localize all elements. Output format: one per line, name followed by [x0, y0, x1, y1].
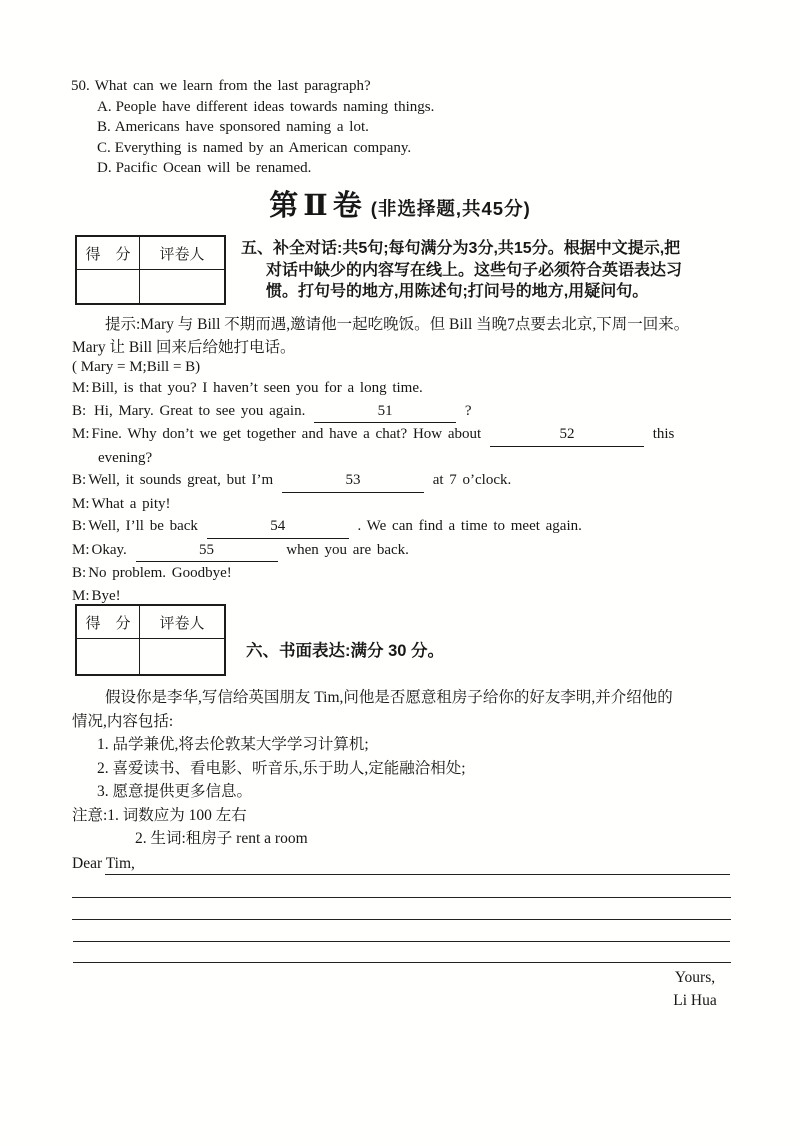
section6-heading: 六、书面表达:满分 30 分。	[246, 642, 445, 660]
answer-line[interactable]	[73, 941, 730, 942]
answer-blank-55[interactable]: 55	[136, 539, 278, 563]
option-c	[71, 138, 691, 159]
section5-instructions	[241, 238, 761, 303]
letter-signature: Li Hua	[673, 992, 717, 1009]
score-label-cell: 得 分	[77, 606, 140, 639]
grader-value-cell	[140, 639, 224, 674]
dialogue-text: . We can find a time to meet again.	[351, 518, 582, 534]
dialogue-hint	[72, 314, 752, 359]
option-a	[71, 97, 691, 118]
option-a-text: People have different ideas towards naming things.	[115, 98, 435, 115]
option-c-text: Everything is named by an American company.	[114, 139, 412, 156]
question-50	[71, 76, 691, 179]
task-point-1: 1. 品学兼优,将去伦敦某大学学习计算机;	[97, 736, 369, 753]
option-d-label: D.	[97, 160, 112, 177]
prompt-line: 假设你是李华,写信给英国朋友 Tim,问他是否愿意租房子给你的好友李明,并介绍他的	[105, 689, 673, 706]
dialogue-speaker: M:	[72, 587, 90, 604]
dialogue-text: this	[646, 426, 675, 442]
option-b-text: Americans have sponsored naming a lot.	[114, 119, 369, 136]
option-d	[71, 158, 691, 179]
hint-line: Mary 让 Bill 回来后给她打电话。	[72, 338, 296, 356]
dialogue-speaker: B:	[72, 402, 87, 419]
instruction-line: 五、补全对话:共5句;每句满分为3分,共15分。根据中文提示,把	[241, 240, 681, 257]
dialogue-text: Okay.	[91, 541, 133, 558]
dialogue-line	[72, 447, 762, 470]
speaker-legend: ( Mary = M;Bill = B)	[72, 359, 201, 375]
answer-blank-52[interactable]: 52	[490, 423, 644, 447]
instruction-line: 惯。打句号的地方,用陈述句;打问号的地方,用疑问句。	[266, 283, 649, 300]
score-box-2	[75, 604, 226, 676]
part2-title	[0, 183, 800, 224]
dialogue-speaker: M:	[72, 541, 90, 558]
task-point-3: 3. 愿意提供更多信息。	[97, 783, 253, 800]
task-point-2: 2. 喜爱读书、看电影、听音乐,乐于助人,定能融洽相处;	[97, 759, 466, 777]
score-value-cell	[77, 639, 140, 674]
score-box-1	[75, 235, 226, 305]
part2-title-sub: (非选择题,共45分)	[370, 198, 531, 219]
option-c-label: C.	[97, 139, 111, 156]
note-line-1: 注意:1. 词数应为 100 左右	[72, 806, 247, 824]
answer-blank-51[interactable]: 51	[314, 400, 456, 424]
instruction-line: 对话中缺少的内容写在线上。这些句子必须符合英语表达习	[266, 261, 683, 279]
question-stem	[71, 76, 691, 97]
dialogue-line	[72, 423, 762, 447]
dialogue-text: No problem. Goodbye!	[88, 565, 232, 581]
dialogue-text: What a pity!	[91, 495, 171, 512]
dialogue-text: Fine. Why don’t we get together and have a chat? How about	[91, 426, 487, 442]
letter-closing: Yours,	[674, 969, 716, 986]
grader-label-cell: 评卷人	[140, 606, 224, 639]
answer-line[interactable]	[72, 897, 731, 898]
prompt-line: 情况,内容包括:	[72, 712, 174, 730]
dialogue-line	[72, 515, 762, 539]
answer-line[interactable]	[72, 919, 731, 920]
option-a-label: A.	[97, 98, 112, 115]
dialogue-speaker: B:	[72, 565, 87, 581]
hint-line: 提示:Mary 与 Bill 不期而遇,邀请他一起吃晚饭。但 Bill 当晚7点要去北京,下周一回来。	[105, 316, 690, 333]
score-value-cell	[77, 270, 140, 303]
option-b-label: B.	[97, 119, 111, 136]
option-b	[71, 117, 691, 138]
dialogue-text: Well, it sounds great, but I’m	[88, 472, 279, 488]
dialogue	[72, 377, 762, 607]
dialogue-speaker: M:	[72, 426, 90, 442]
dialogue-text: Hi, Mary. Great to see you again.	[88, 402, 312, 419]
dialogue-line	[72, 377, 762, 400]
dialogue-text: evening?	[98, 449, 153, 466]
dialogue-text: Bill, is that you? I haven’t seen you for a long time.	[91, 380, 423, 396]
dialogue-line	[72, 562, 762, 585]
part2-title-main: 第Ⅱ卷	[269, 190, 367, 222]
dialogue-text: Bye!	[91, 587, 121, 604]
dialogue-line	[72, 469, 762, 493]
letter-salutation: Dear Tim,	[72, 854, 135, 872]
question-number: 50.	[71, 78, 90, 94]
dialogue-text: at 7 o’clock.	[426, 472, 512, 488]
dialogue-line	[72, 539, 762, 563]
question-text: What can we learn from the last paragraph?	[94, 78, 371, 94]
option-d-text: Pacific Ocean will be renamed.	[115, 160, 312, 177]
grader-label-cell: 评卷人	[140, 237, 224, 270]
dialogue-text: ?	[459, 402, 472, 419]
note-line-2: 2. 生词:租房子 rent a room	[135, 830, 308, 847]
dialogue-text: Well, I’ll be back	[88, 518, 204, 534]
dialogue-speaker: B:	[72, 518, 87, 534]
section6-prompt	[72, 686, 762, 875]
dialogue-text: when you are back.	[280, 541, 409, 558]
answer-blank-53[interactable]: 53	[282, 469, 424, 493]
letter-closing-block	[650, 966, 740, 1012]
dialogue-line	[72, 400, 762, 424]
dialogue-speaker: B:	[72, 472, 87, 488]
grader-value-cell	[140, 270, 224, 303]
answer-blank-54[interactable]: 54	[207, 515, 349, 539]
answer-line[interactable]	[105, 874, 730, 875]
answer-line[interactable]	[73, 962, 731, 963]
dialogue-speaker: M:	[72, 495, 90, 512]
dialogue-line	[72, 493, 762, 516]
score-label-cell: 得 分	[77, 237, 140, 270]
dialogue-speaker: M:	[72, 380, 90, 396]
